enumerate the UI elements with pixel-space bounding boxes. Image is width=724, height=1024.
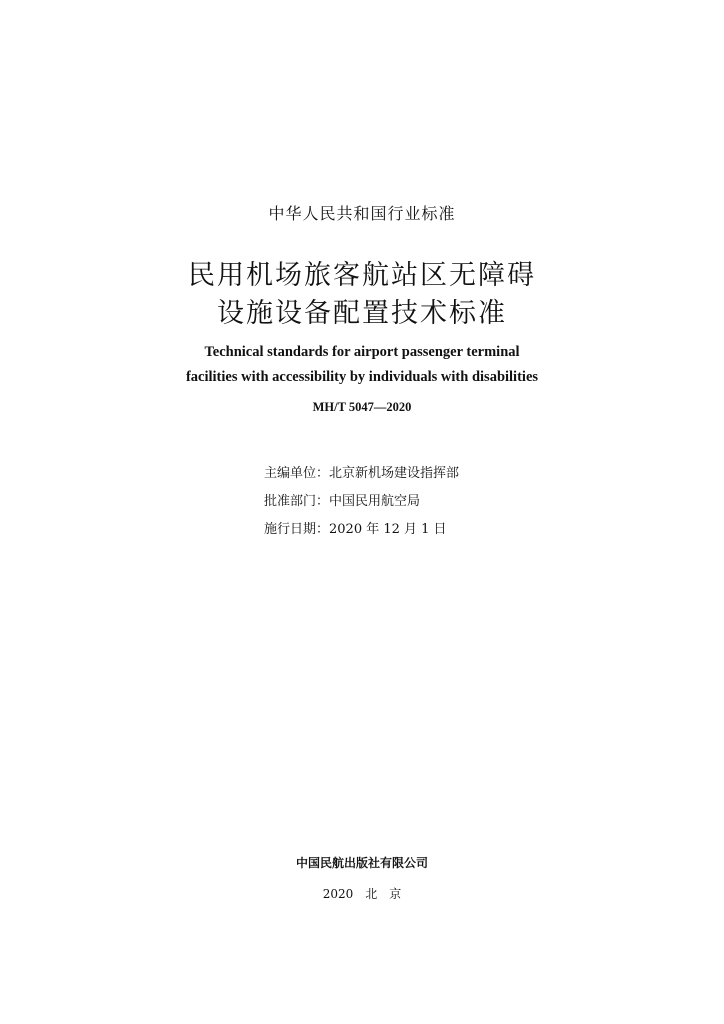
english-title-line-1: Technical standards for airport passenger terminal <box>204 344 520 360</box>
standard-code: MH/T 5047—2020 <box>312 400 412 414</box>
chinese-title <box>0 257 724 333</box>
approving-department: 批准部门：中国民用航空局 <box>264 494 421 509</box>
publisher-name: 中国民航出版社有限公司 <box>295 856 428 870</box>
effective-date: 施行日期：2020 年 12 月 1 日 <box>264 522 447 537</box>
standard-info-block <box>264 460 459 544</box>
publication-year-place: 2020 北 京 <box>322 887 402 901</box>
english-title-line-2: facilities with accessibility by individuals with disabilities <box>185 369 539 385</box>
editor-unit: 主编单位：北京新机场建设指挥部 <box>264 466 460 481</box>
chinese-title-line-1: 民用机场旅客航站区无障碍 <box>188 260 536 291</box>
english-title <box>0 340 724 390</box>
industry-standard-heading: 中华人民共和国行业标准 <box>268 204 456 223</box>
chinese-title-line-2: 设施设备配置技术标准 <box>217 298 507 329</box>
